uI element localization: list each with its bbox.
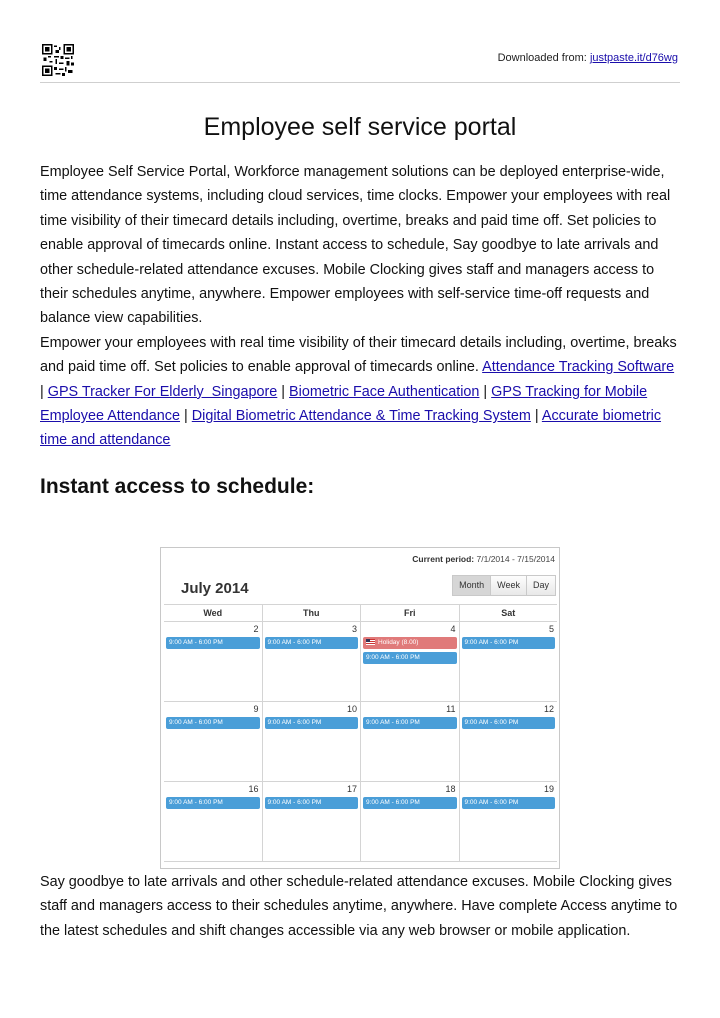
intro-paragraphs (40, 160, 680, 453)
link-gps-tracking-mobile[interactable]: GPS Tracking for Mobile Employee Attendance (40, 383, 648, 425)
link-accurate-biometric[interactable]: Accurate biometric time and attendance (40, 408, 662, 449)
calendar-month: July 2014 (181, 580, 249, 597)
view-day-button[interactable]: Day (526, 575, 556, 596)
calendar-week (164, 702, 557, 782)
calendar-day[interactable] (360, 622, 459, 701)
shift-event[interactable]: 9:00 AM - 6:00 PM (363, 717, 457, 729)
shift-event[interactable]: 9:00 AM - 6:00 PM (363, 652, 457, 664)
calendar-day[interactable] (262, 702, 361, 781)
holiday-label: Holiday (8.00) (378, 639, 419, 646)
day-number: 19 (543, 784, 554, 794)
day-number: 4 (450, 624, 456, 634)
paragraph-3: Say goodbye to late arrivals and other schedule-related attendance excuses. Mobile Clocking gives staff and managers access to their schedules anytime, anywhere. Have complete Access anytime to the latest schedules and shift changes accessible via any web browser or mobile application. (40, 874, 678, 939)
link-separator: | (534, 408, 539, 425)
calendar-week (164, 622, 557, 702)
view-month-button[interactable]: Month (452, 575, 491, 596)
holiday-event[interactable] (363, 637, 457, 649)
day-number: 12 (543, 704, 554, 714)
link-biometric-face[interactable]: Biometric Face Authentication (289, 383, 480, 400)
page-title: Employee self service portal (203, 113, 517, 141)
day-number: 5 (548, 624, 554, 634)
link-digital-biometric[interactable]: Digital Biometric Attendance & Time Tracking System (191, 408, 531, 425)
day-number: 10 (346, 704, 357, 714)
calendar-day[interactable] (459, 622, 558, 701)
shift-event[interactable]: 9:00 AM - 6:00 PM (166, 637, 260, 649)
period-value: 7/1/2014 - 7/15/2014 (476, 554, 555, 564)
link-separator: | (483, 383, 488, 400)
calendar-day[interactable] (360, 702, 459, 781)
calendar-day[interactable] (360, 782, 459, 861)
shift-event[interactable]: 9:00 AM - 6:00 PM (265, 637, 359, 649)
qr-code-icon (42, 44, 74, 76)
calendar-day[interactable] (262, 782, 361, 861)
calendar-day[interactable] (459, 702, 558, 781)
downloaded-label: Downloaded from: (497, 52, 587, 64)
calendar-day[interactable] (164, 702, 262, 781)
source-link[interactable]: justpaste.it/d76wg (589, 52, 678, 64)
shift-event[interactable]: 9:00 AM - 6:00 PM (166, 717, 260, 729)
day-names-row (164, 604, 557, 622)
schedule-calendar-image (160, 547, 560, 869)
shift-event[interactable]: 9:00 AM - 6:00 PM (462, 717, 556, 729)
day-name: Wed (203, 608, 223, 618)
shift-event[interactable]: 9:00 AM - 6:00 PM (166, 797, 260, 809)
day-number: 18 (445, 784, 456, 794)
view-switcher (453, 575, 556, 596)
day-name: Fri (360, 605, 459, 621)
day-number: 16 (248, 784, 259, 794)
day-name: Sat (459, 605, 558, 621)
header-divider (40, 82, 680, 83)
section-heading: Instant access to schedule: (40, 475, 315, 498)
link-separator: | (40, 383, 44, 400)
calendar-day[interactable] (164, 622, 262, 701)
view-week-button[interactable]: Week (490, 575, 527, 596)
day-number: 17 (346, 784, 357, 794)
link-separator: | (184, 408, 188, 425)
shift-event[interactable]: 9:00 AM - 6:00 PM (462, 797, 556, 809)
shift-event[interactable]: 9:00 AM - 6:00 PM (462, 637, 556, 649)
day-number: 11 (446, 704, 456, 714)
calendar-day[interactable] (164, 782, 262, 861)
day-number: 2 (253, 624, 259, 634)
day-number: 9 (253, 704, 259, 714)
day-number: 3 (351, 624, 357, 634)
calendar-grid (164, 604, 557, 862)
us-flag-icon (366, 639, 375, 645)
current-period (412, 554, 555, 564)
calendar-week (164, 782, 557, 862)
period-label: Current period: (412, 554, 475, 564)
link-gps-tracker-elderly[interactable]: GPS Tracker For Elderly Singapore (47, 383, 278, 400)
paragraph-1: Employee Self Service Portal, Workforce management solutions can be deployed enterprise-wide, time attendance systems, including cloud services, time clocks. Empower your employees with real time visibility of their timecard details including, overtime, breaks and paid time off. Set policies to enable approval of timecards online. Instant access to schedule, Say goodbye to late arrivals and other schedule-related attendance excuses. Mobile Clocking gives staff and managers access to their schedules anytime, anywhere. Empower employees with self-service time-off requests and balance view capabilities. (40, 164, 671, 327)
link-separator: | (281, 383, 286, 400)
calendar-day[interactable] (459, 782, 558, 861)
day-name: Thu (262, 605, 361, 621)
link-attendance-tracking[interactable]: Attendance Tracking Software (482, 359, 675, 376)
download-source (498, 52, 678, 64)
calendar-day[interactable] (262, 622, 361, 701)
paragraph-2: Empower your employees with real time visibility of their timecard details including, overtime, breaks and paid time off. Set policies to enable approval of timecards online. (40, 334, 677, 376)
shift-event[interactable]: 9:00 AM - 6:00 PM (265, 717, 359, 729)
shift-event[interactable]: 9:00 AM - 6:00 PM (363, 797, 457, 809)
shift-event[interactable]: 9:00 AM - 6:00 PM (265, 797, 359, 809)
